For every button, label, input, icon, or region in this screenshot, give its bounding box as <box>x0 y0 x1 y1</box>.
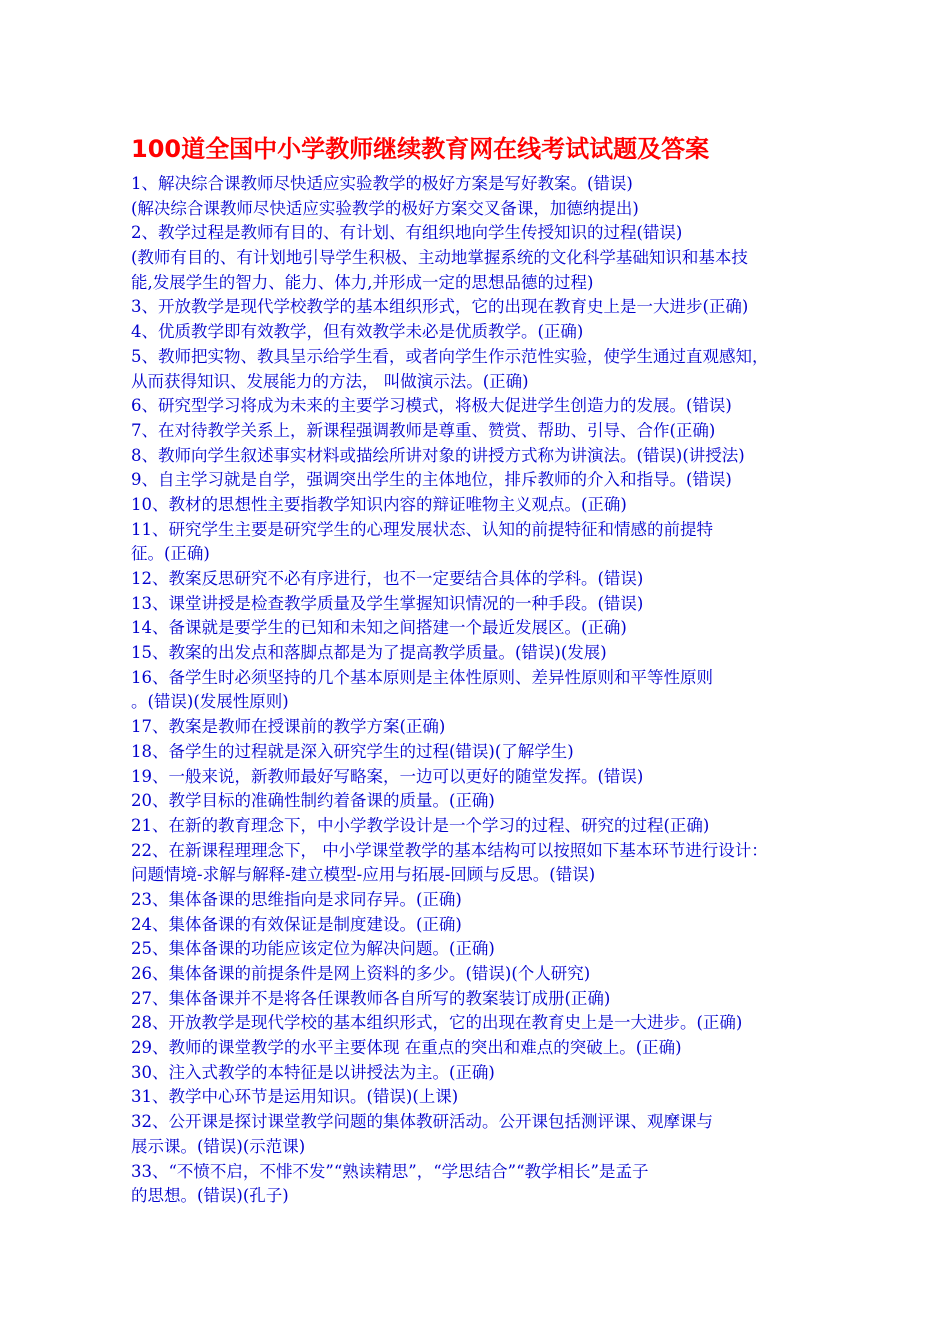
text-line: 的思想。(错误)(孔子) <box>131 1186 289 1206</box>
text-line: 33、“不愤不启，不悱不发”“熟读精思”，“学思结合”“教学相长”是孟子 <box>131 1161 649 1181</box>
text-line: 22、在新课程理理念下， 中小学课堂教学的基本结构可以按照如下基本环节进行设计： <box>131 840 768 860</box>
text-line: 11、研究学生主要是研究学生的心理发展状态、认知的前提特征和情感的前提特 <box>131 519 713 539</box>
text-line: 13、课堂讲授是检查教学质量及学生掌握知识情况的一种手段。(错误) <box>131 593 644 613</box>
text-line: (教师有目的、有计划地引导学生积极、主动地掌握系统的文化科学基础知识和基本技 <box>131 248 748 268</box>
text-line: 32、公开课是探讨课堂教学问题的集体教研活动。公开课包括测评课、观摩课与 <box>131 1112 713 1132</box>
text-line: 问题情境-求解与解释-建立模型-应用与拓展-回顾与反思。(错误) <box>131 865 596 885</box>
text-line: 30、注入式教学的本特征是以讲授法为主。(正确) <box>131 1062 495 1082</box>
text-line: 19、一般来说，新教师最好写略案，一边可以更好的随堂发挥。(错误) <box>131 766 644 786</box>
document-body <box>131 172 841 1209</box>
text-line: 3、开放教学是现代学校教学的基本组织形式，它的出现在教育史上是一大进步(正确) <box>131 297 749 317</box>
text-line: 从而获得知识、发展能力的方法， 叫做演示法。(正确) <box>131 371 529 391</box>
text-line: 31、教学中心环节是运用知识。(错误)(上课) <box>131 1087 459 1107</box>
text-line: 7、在对待教学关系上，新课程强调教师是尊重、赞赏、帮助、引导、合作(正确) <box>131 420 716 440</box>
text-line: 展示课。(错误)(示范课) <box>131 1136 306 1156</box>
text-line: 6、研究型学习将成为未来的主要学习模式，将极大促进学生创造力的发展。(错误) <box>131 396 732 416</box>
text-line: 26、集体备课的前提条件是网上资料的多少。(错误)(个人研究) <box>131 964 591 983</box>
text-line: 18、备学生的过程就是深入研究学生的过程(错误)(了解学生) <box>131 741 574 761</box>
text-line: 征。(正确) <box>131 544 210 564</box>
text-line: 16、备学生时必须坚持的几个基本原则是主体性原则、差异性原则和平等性原则 <box>131 667 713 687</box>
text-line: 10、教材的思想性主要指教学知识内容的辩证唯物主义观点。(正确) <box>131 494 627 514</box>
text-line: 29、教师的课堂教学的水平主要体现 在重点的突出和难点的突破上。(正确) <box>131 1038 682 1058</box>
text-line: 14、备课就是要学生的已知和未知之间搭建一个最近发展区。(正确) <box>131 618 627 638</box>
text-line: 25、集体备课的功能应该定位为解决问题。(正确) <box>131 939 495 959</box>
document-title: 100道全国中小学教师继续教育网在线考试试题及答案 <box>131 135 710 163</box>
text-line: 21、在新的教育理念下，中小学教学设计是一个学习的过程、研究的过程(正确) <box>131 815 710 835</box>
text-line: 27、集体备课并不是将各任课教师各自所写的教案装订成册(正确) <box>131 988 611 1008</box>
text-line: 28、开放教学是现代学校的基本组织形式，它的出现在教育史上是一大进步。(正确) <box>131 1013 743 1033</box>
text-line: 2、教学过程是教师有目的、有计划、有组织地向学生传授知识的过程(错误) <box>131 223 683 243</box>
text-line: 。(错误)(发展性原则) <box>131 692 289 712</box>
text-line: 24、集体备课的有效保证是制度建设。(正确) <box>131 914 462 934</box>
text-line: 5、教师把实物、教具呈示给学生看，或者向学生作示范性实验，使学生通过直观感知， <box>131 346 769 366</box>
text-line: 20、教学目标的准确性制约着备课的质量。(正确) <box>131 791 495 811</box>
text-line: 4、优质教学即有效教学，但有效教学未必是优质教学。(正确) <box>131 322 584 342</box>
text-line: 12、教案反思研究不必有序进行，也不一定要结合具体的学科。(错误) <box>131 569 644 588</box>
text-line: 9、自主学习就是自学，强调突出学生的主体地位，排斥教师的介入和指导。(错误) <box>131 470 732 490</box>
text-line: 23、集体备课的思维指向是求同存异。(正确) <box>131 889 462 909</box>
text-line: 1、解决综合课教师尽快适应实验教学的极好方案是写好教案。(错误) <box>131 174 633 193</box>
text-line: (解决综合课教师尽快适应实验教学的极好方案交叉备课，加德纳提出) <box>131 198 639 218</box>
text-line: 8、教师向学生叙述事实材料或描绘所讲对象的讲授方式称为讲演法。(错误)(讲授法) <box>131 445 745 465</box>
text-line: 能,发展学生的智力、能力、体力,并形成一定的思想品德的过程) <box>131 272 594 292</box>
text-line: 15、教案的出发点和落脚点都是为了提高教学质量。(错误)(发展) <box>131 643 607 663</box>
text-line: 17、教案是教师在授课前的教学方案(正确) <box>131 717 446 737</box>
